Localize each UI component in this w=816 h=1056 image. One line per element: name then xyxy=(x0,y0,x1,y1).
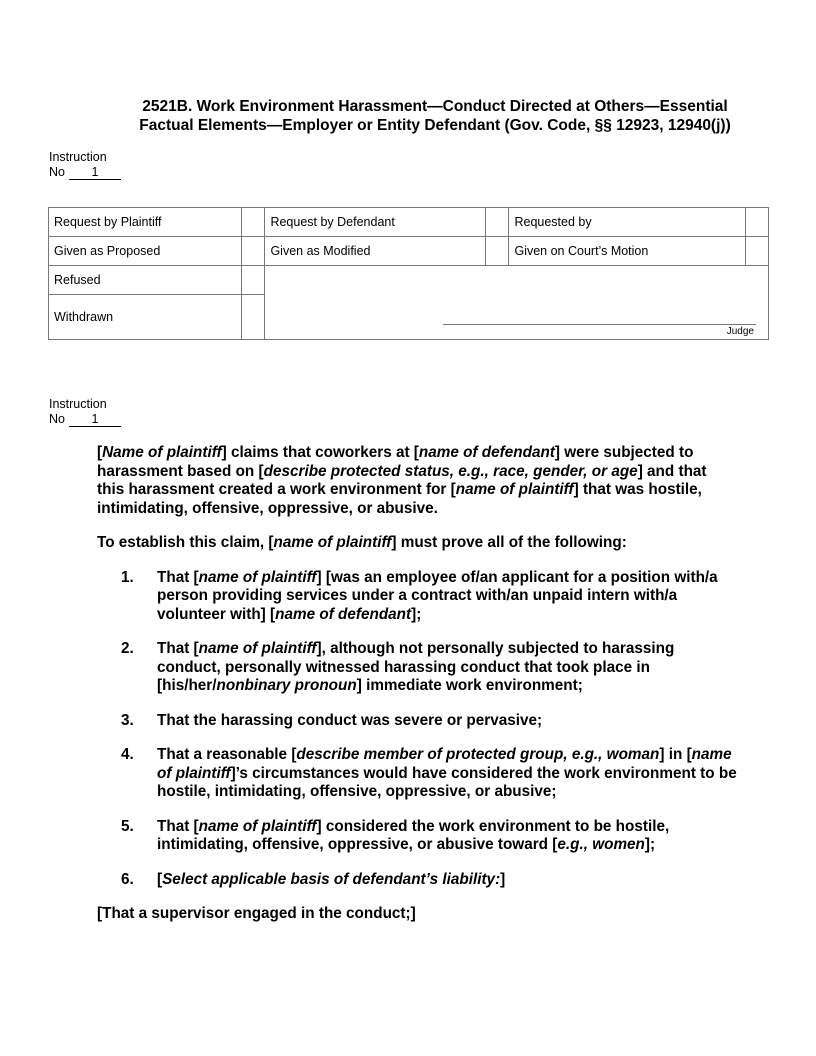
judge-label: Judge xyxy=(726,326,754,337)
title-line-1: 2521B. Work Environment Harassment—Conduct Directed at Others—Essential xyxy=(142,98,728,115)
request-status-table xyxy=(48,207,769,340)
given-as-modified-label: Given as Modified xyxy=(265,237,486,266)
refused-label: Refused xyxy=(49,266,242,295)
request-by-plaintiff-label: Request by Plaintiff xyxy=(49,208,242,237)
given-on-courts-motion-checkbox[interactable] xyxy=(746,237,769,266)
judge-signature-area[interactable] xyxy=(265,266,769,340)
list-item: 3. That the harassing conduct was severe or pervasive; xyxy=(121,711,543,729)
list-item: 6. [Select applicable basis of defendant’s liability:] xyxy=(121,870,506,888)
given-on-courts-motion-label: Given on Court’s Motion xyxy=(509,237,746,266)
instruction-number: 1 xyxy=(69,413,121,427)
establish-paragraph: To establish this claim, [name of plaintiff] must prove all of the following: xyxy=(97,534,627,551)
instruction-number: 1 xyxy=(69,166,121,180)
instruction-title xyxy=(100,97,770,135)
given-as-proposed-checkbox[interactable] xyxy=(242,237,265,266)
requested-by-checkbox[interactable] xyxy=(746,208,769,237)
no-label: No xyxy=(49,411,65,426)
request-by-defendant-label: Request by Defendant xyxy=(265,208,486,237)
given-as-proposed-label: Given as Proposed xyxy=(49,237,242,266)
requested-by-label: Requested by xyxy=(509,208,746,237)
refused-checkbox[interactable] xyxy=(242,266,265,295)
list-item: 4. That a reasonable [describe member of protected group, e.g., woman] in [name of plaintiff]’s circumstances would have considered the work environment to be hostile, intimidating, offensive, oppressive, or abusive; xyxy=(121,746,737,800)
instruction-number-bottom xyxy=(49,397,121,427)
no-label: No xyxy=(49,164,65,179)
instruction-label: Instruction xyxy=(49,397,107,411)
request-by-plaintiff-checkbox[interactable] xyxy=(242,208,265,237)
withdrawn-checkbox[interactable] xyxy=(242,295,265,340)
supervisor-option: [That a supervisor engaged in the conduct;] xyxy=(97,905,416,922)
instruction-number-top xyxy=(49,150,121,180)
list-item: 5. That [name of plaintiff] considered the work environment to be hostile, intimidating, offensive, oppressive, or abusive toward [e.g., women]; xyxy=(121,817,670,853)
elements-list xyxy=(97,569,737,890)
title-line-2: Factual Elements—Employer or Entity Defendant (Gov. Code, §§ 12923, 12940(j)) xyxy=(139,117,731,134)
instruction-label: Instruction xyxy=(49,150,107,164)
given-as-modified-checkbox[interactable] xyxy=(486,237,509,266)
list-item: 2. That [name of plaintiff], although not personally subjected to harassing conduct, personally witnessed harassing conduct that took place in [his/her/nonbinary pronoun] immediate work environment; xyxy=(121,640,675,694)
withdrawn-label: Withdrawn xyxy=(49,295,242,340)
list-item: 1. That [name of plaintiff] [was an employee of/an applicant for a position with/a person providing services under a contract with/an unpaid intern with/a volunteer with] [name of defendant]; xyxy=(121,568,718,623)
intro-paragraph: [Name of plaintiff] claims that coworkers at [name of defendant] were subjected to harassment based on [describe protected status, e.g., race, gender, or age] and that this harassment created a work environment for [name of plaintiff] that was hostile, intimidating, offensive, oppressive, or abusive. xyxy=(97,444,707,517)
instruction-body xyxy=(97,444,737,940)
judge-signature-line xyxy=(443,324,756,325)
request-by-defendant-checkbox[interactable] xyxy=(486,208,509,237)
